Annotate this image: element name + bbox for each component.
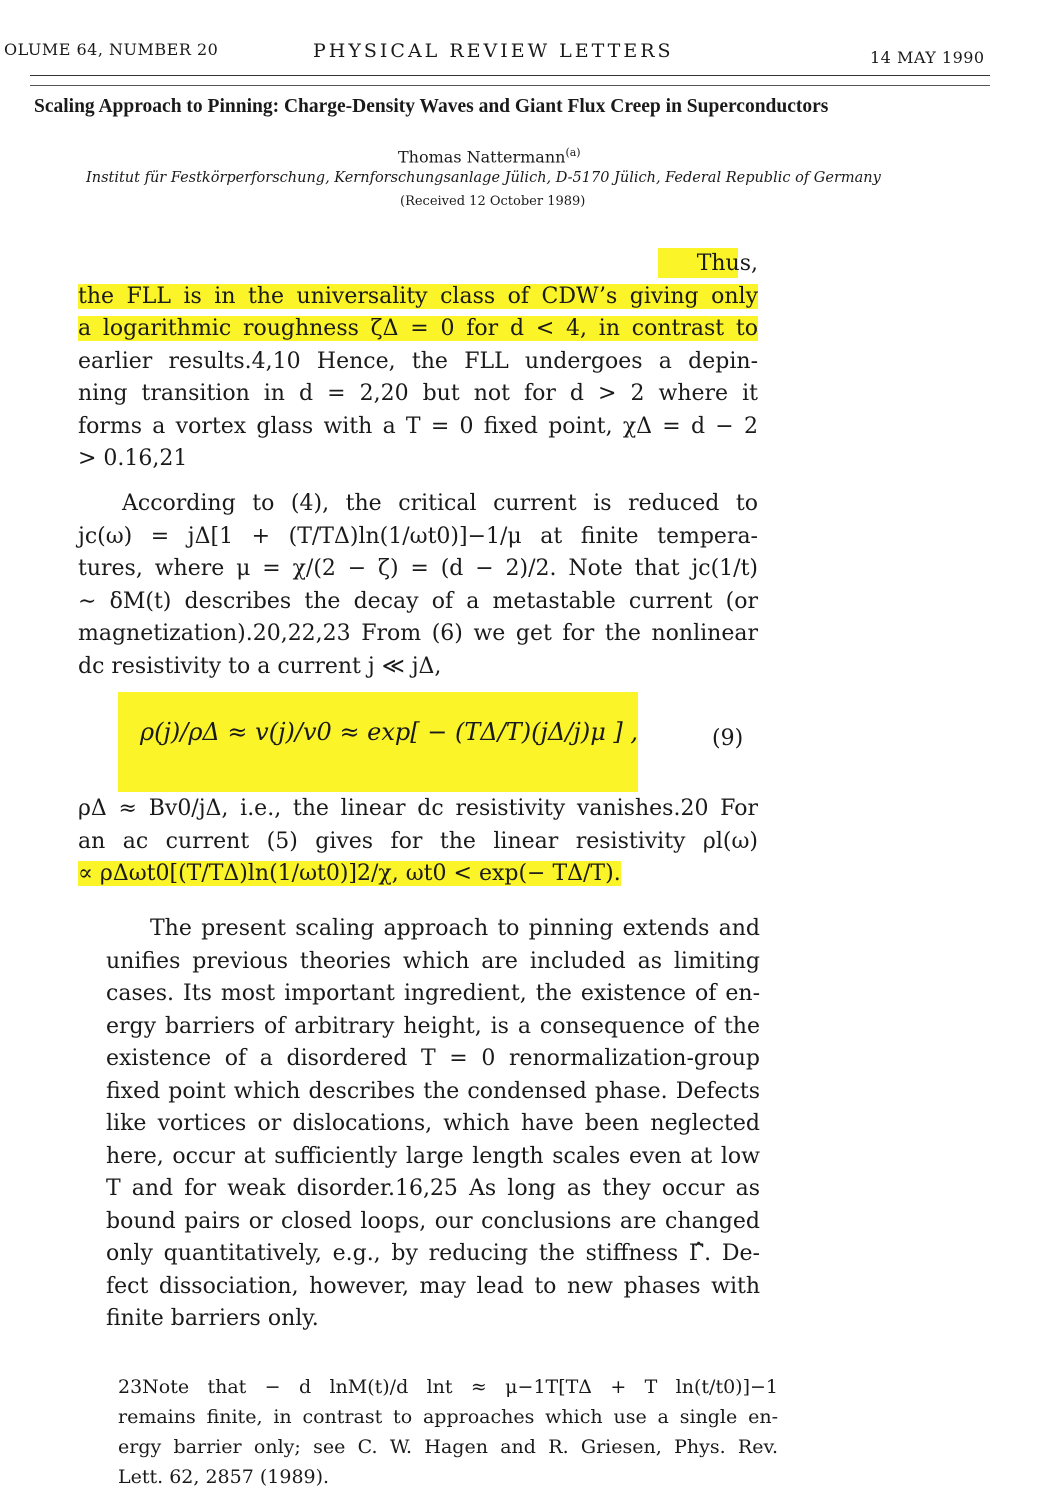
header-rule-thin (30, 85, 990, 86)
text-line: bound pairs or closed loops, our conclusions are changed (106, 1208, 760, 1234)
affiliation: Institut für Festkörperforschung, Kernforschungsanlage Jülich, D-5170 Jülich, Federal Republic of Germany (86, 170, 881, 186)
volume-number: OLUME 64, NUMBER 20 (4, 40, 219, 59)
paragraph-fll (78, 248, 758, 476)
received-date: (Received 12 October 1989) (400, 194, 586, 209)
text-line: like vortices or dislocations, which have been neglected (106, 1111, 760, 1136)
text-line: fixed point which describes the condensed phase. Defects (106, 1078, 760, 1104)
equation-number: (9) (712, 726, 744, 751)
paragraph-critical-current (78, 488, 758, 683)
text-line: cases. Its most important ingredient, the existence of en- (106, 981, 760, 1006)
footnote-23 (118, 1372, 778, 1492)
text-line: earlier results.4,10 Hence, the FLL undergoes a depin- (78, 348, 758, 374)
paragraph-conclusion (106, 913, 760, 1336)
text-line: the FLL is in the universality class of CDW’s giving only (78, 283, 758, 309)
text-line: here, occur at sufficiently large length scales even at low (106, 1143, 760, 1169)
text-line: a logarithmic roughness ζΔ = 0 for d < 4, in contrast to (78, 316, 758, 341)
text-line: existence of a disordered T = 0 renormalization-group (106, 1046, 760, 1071)
footnote-line: 23Note that − d lnM(t)/d lnt ≈ μ−1T[TΔ + T ln(t/t0)]−1 (118, 1376, 778, 1398)
text-line: unifies previous theories which are included as limiting (106, 948, 760, 974)
footnote-line: Lett. 62, 2857 (1989). (118, 1466, 330, 1488)
text-line: jc(ω) = jΔ[1 + (T/TΔ)ln(1/ωt0)]−1/μ at finite tempera- (78, 523, 758, 549)
text-line: ergy barriers of arbitrary height, is a consequence of the (106, 1013, 760, 1039)
author: Thomas Nattermann$^{(a)}$ (398, 146, 581, 167)
equation-9: ρ(j)/ρΔ ≈ v(j)/v0 ≈ exp[ − (TΔ/T)(jΔ/j)μ ] , (140, 718, 639, 746)
text-line: only quantitatively, e.g., by reducing the stiffness Γ̂. De- (106, 1241, 760, 1266)
text-line: fect dissociation, however, may lead to new phases with (106, 1273, 760, 1299)
article-title: Scaling Approach to Pinning: Charge-Density Waves and Giant Flux Creep in Superconductors (34, 96, 829, 117)
text-line: ∼ δM(t) describes the decay of a metastable current (or (78, 588, 758, 614)
text-line: finite barriers only. (106, 1306, 319, 1331)
text-line: tures, where μ = χ/(2 − ζ) = (d − 2)/2. Note that jc(1/t) (78, 556, 758, 581)
footnote-line: ergy barrier only; see C. W. Hagen and R. Griesen, Phys. Rev. (118, 1436, 778, 1458)
text-line: According to (4), the critical current is reduced to (122, 491, 758, 516)
issue-date: 14 MAY 1990 (870, 48, 985, 67)
text-line: T and for weak disorder.16,25 As long as they occur as (106, 1176, 760, 1201)
footnote-line: remains finite, in contrast to approaches which use a single en- (118, 1406, 778, 1428)
text-line: magnetization).20,22,23 From (6) we get for the nonlinear (78, 621, 758, 646)
text-line: dc resistivity to a current j ≪ jΔ, (78, 653, 442, 679)
text-line: > 0.16,21 (78, 446, 188, 471)
text-line: forms a vortex glass with a T = 0 fixed point, χΔ = d − 2 (78, 413, 758, 439)
header-rule (30, 75, 990, 76)
text-line: ning transition in d = 2,20 but not for d > 2 where it (78, 381, 758, 406)
text-line: ρΔ ≈ Bv0/jΔ, i.e., the linear dc resistivity vanishes.20 For (78, 796, 758, 821)
text-line: The present scaling approach to pinning extends and (150, 916, 760, 941)
journal-name: PHYSICAL REVIEW LETTERS (313, 40, 674, 62)
paragraph-resistivity (78, 793, 758, 891)
text-line: Thus, (696, 251, 758, 276)
text-line: an ac current (5) gives for the linear resistivity ρl(ω) (78, 828, 758, 854)
text-line: ∝ ρΔωt0[(T/TΔ)ln(1/ωt0)]2/χ, ωt0 < exp(− TΔ/T). (78, 861, 621, 886)
